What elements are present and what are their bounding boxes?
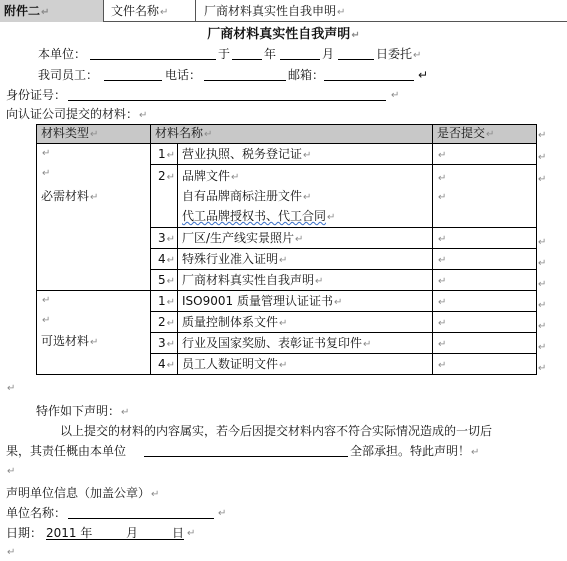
item-number: 4↵ <box>151 354 178 375</box>
file-name-value: 厂商材料真实性自我申明↵ <box>204 4 346 18</box>
para-mark: ↵ <box>418 68 429 82</box>
item-name: 行业及国家奖励、表彰证书复印件↵ <box>178 333 433 354</box>
statement-line-2-end: 全部承担。特此声明！↵ <box>350 444 480 458</box>
submitted-cell[interactable]: ↵ <box>433 291 537 312</box>
id-label: 身份证号： <box>6 88 67 102</box>
group-optional: ↵ ↵ 可选材料↵ <box>37 291 151 375</box>
page-title: 厂商材料真实性自我声明↵ <box>207 27 360 42</box>
item-name: 质量控制体系文件↵ <box>178 312 433 333</box>
email-label: 邮箱： <box>288 68 325 82</box>
statement-line-1: 以上提交的材料的内容属实，若今后因提交材料内容不符合实际情况造成的一切后 <box>60 424 493 438</box>
table-header-row <box>37 125 537 144</box>
submitted-cell[interactable]: ↵ <box>433 270 537 291</box>
header-material-type: 材料类型↵ <box>37 125 151 144</box>
employee-blank[interactable] <box>104 80 162 81</box>
statement-heading: 特作如下声明：↵ <box>36 404 130 418</box>
file-name-label: 文件名称↵ <box>104 0 196 22</box>
row-end-mark: ↵ <box>538 342 547 353</box>
unit-name-blank[interactable] <box>90 59 216 60</box>
phone-label: 电话： <box>165 68 202 82</box>
para-mark: ↵ <box>7 383 16 394</box>
para-mark: ↵ <box>7 547 16 558</box>
item-name: 厂商材料真实性自我声明↵ <box>178 270 433 291</box>
email-blank[interactable] <box>324 80 414 81</box>
para-mark: ↵ <box>7 466 16 477</box>
row-end-mark: ↵ <box>538 321 547 332</box>
item-number: 5↵ <box>151 270 178 291</box>
row-end-mark: ↵ <box>538 130 547 141</box>
header-material-name: 材料名称↵ <box>151 125 433 144</box>
responsible-unit-blank[interactable] <box>144 456 348 457</box>
item-name: ISO9001 质量管理认证证书↵ <box>178 291 433 312</box>
submitted-cell[interactable]: ↵ <box>433 144 537 165</box>
submitted-cell[interactable]: ↵ <box>433 312 537 333</box>
para-mark: ↵ <box>187 528 196 539</box>
submitted-cell[interactable]: ↵ <box>433 354 537 375</box>
item-name: 厂区/生产线实景照片↵ <box>178 228 433 249</box>
sign-unit-name-blank[interactable] <box>68 518 214 519</box>
date-year: 2011 年 <box>46 526 93 540</box>
item-number: 1↵ <box>151 144 178 165</box>
item-name: 员工人数证明文件↵ <box>178 354 433 375</box>
month-blank[interactable] <box>280 59 320 60</box>
para-mark: ↵ <box>391 90 400 101</box>
day-delegate-label: 日委托↵ <box>376 47 422 61</box>
year-blank[interactable] <box>232 59 262 60</box>
item-name: 特殊行业准入证明↵ <box>178 249 433 270</box>
row-end-mark: ↵ <box>538 300 547 311</box>
row-end-mark: ↵ <box>538 279 547 290</box>
item-number: 2↵ <box>151 165 178 228</box>
materials-table <box>36 124 537 375</box>
date-blank[interactable] <box>46 539 184 540</box>
id-blank[interactable] <box>68 100 386 101</box>
item-number: 2↵ <box>151 312 178 333</box>
date-label: 日期： <box>6 526 43 540</box>
date-day: 日 <box>172 526 185 540</box>
year-label: 年 <box>264 47 277 61</box>
row-end-mark: ↵ <box>538 363 547 374</box>
statement-line-2-start: 果，其责任概由本单位 <box>6 444 127 458</box>
header-submitted: 是否提交↵ <box>433 125 537 144</box>
row-end-mark: ↵ <box>538 258 547 269</box>
para-mark: ↵ <box>218 508 227 519</box>
at-label: 于 <box>218 47 231 61</box>
group-required: ↵ ↵ 必需材料↵ <box>37 144 151 291</box>
row-end-mark: ↵ <box>538 152 547 163</box>
table-row <box>37 144 537 165</box>
document-header <box>0 0 567 22</box>
row-end-mark: ↵ <box>538 237 547 248</box>
sign-info-label: 声明单位信息（加盖公章）↵ <box>6 486 160 500</box>
attachment-label: 附件二↵ <box>0 0 104 22</box>
item-number: 3↵ <box>151 333 178 354</box>
phone-blank[interactable] <box>204 80 286 81</box>
submitted-cell[interactable]: ↵ <box>433 228 537 249</box>
item-number: 1↵ <box>151 291 178 312</box>
submitted-cell[interactable]: ↵ <box>433 249 537 270</box>
row-end-mark: ↵ <box>538 174 547 185</box>
materials-intro: 向认证公司提交的材料：↵ <box>6 107 148 121</box>
month-label: 月 <box>322 47 335 61</box>
item-number: 3↵ <box>151 228 178 249</box>
date-month: 月 <box>126 526 139 540</box>
table-row <box>37 291 537 312</box>
item-number: 4↵ <box>151 249 178 270</box>
day-blank[interactable] <box>338 59 374 60</box>
employee-label: 我司员工： <box>38 68 99 82</box>
unit-label: 本单位： <box>38 47 87 61</box>
item-name: 品牌文件↵ 自有品牌商标注册文件↵ 代工品牌授权书、代工合同↵ <box>178 165 433 228</box>
item-name: 营业执照、税务登记证↵ <box>178 144 433 165</box>
submitted-cell[interactable]: ↵ <box>433 333 537 354</box>
submitted-cell[interactable]: ↵ ↵ <box>433 165 537 228</box>
unit-name-label: 单位名称： <box>6 506 67 520</box>
